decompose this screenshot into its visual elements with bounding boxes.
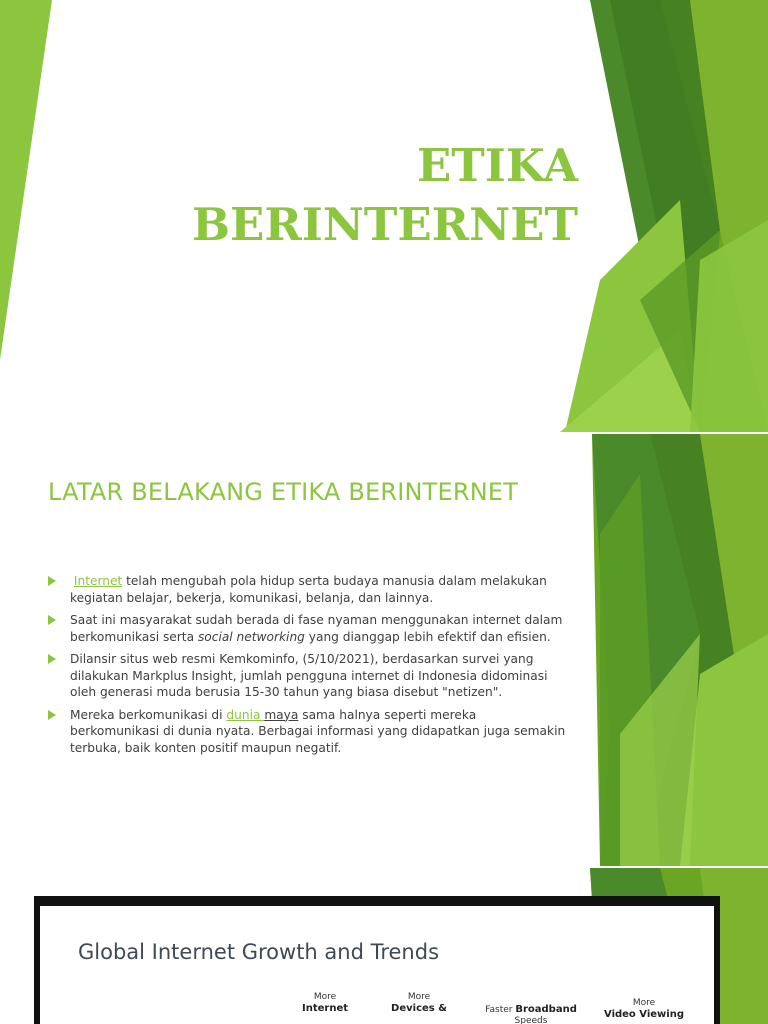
bullet-text: sama halnya seperti mereka berkomunikasi di dunia nyata. Berbagai informasi yang didapatkan juga semakin terbuka, baik konten positif maupun negatif.: [70, 707, 566, 755]
bullet-item: [46, 651, 566, 701]
content-slide: [0, 434, 768, 866]
trend-bold: Internet: [301, 1003, 348, 1014]
trend-column: [374, 992, 464, 1014]
trend-top: Faster: [485, 1005, 513, 1015]
bullet-list: [46, 573, 566, 762]
image-content: [40, 906, 714, 1024]
trend-bottom: Speeds: [514, 1016, 548, 1024]
bullet-item: [46, 573, 566, 606]
bullet-arrow-icon: [48, 710, 56, 720]
title-slide: [0, 0, 768, 432]
trend-top: More: [632, 998, 656, 1008]
bullet-text: Saat ini masyarakat sudah berada di fase nyaman menggunakan internet dalam berkomunikasi serta: [70, 613, 563, 644]
bullet-text: telah mengubah pola hidup serta budaya manusia dalam melakukan kegiatan belajar, bekerja, komunikasi, belanja, dan lainnya.: [70, 574, 547, 605]
title-line-1: ETIKA: [416, 139, 578, 192]
embedded-image: [34, 896, 720, 1024]
trend-bold: Broadband: [515, 1004, 577, 1015]
trend-column: [280, 992, 370, 1014]
trend-top: More: [407, 992, 431, 1002]
trend-column: [594, 998, 694, 1020]
maya-underlined: maya: [264, 707, 299, 722]
bullet-arrow-icon: [48, 615, 56, 625]
image-title: Global Internet Growth and Trends: [78, 940, 440, 964]
bullet-arrow-icon: [48, 654, 56, 664]
bullet-item: [46, 707, 566, 757]
bullet-text: yang dianggap lebih efektif dan efisien.: [304, 629, 551, 644]
dunia-link[interactable]: dunia: [226, 707, 265, 722]
internet-link[interactable]: Internet: [73, 574, 123, 588]
trend-top: More: [313, 992, 337, 1002]
bullet-arrow-icon: [48, 576, 56, 586]
trend-bold: Video Viewing: [604, 1009, 684, 1020]
image-slide: [0, 868, 768, 1024]
bullet-text: Dilansir situs web resmi Kemkominfo, (5/10/2021), berdasarkan survei yang dilakukan Markplus Insight, jumlah pengguna internet di Indonesia didominasi oleh generasi muda berusia 15-30 tahun yang biasa disebut "netizen".: [70, 652, 548, 699]
trend-column: [476, 1004, 586, 1024]
slide-title: [192, 136, 578, 254]
title-line-2: BERINTERNET: [191, 198, 578, 251]
trend-bold: Devices &: [391, 1003, 447, 1014]
slide-title: LATAR BELAKANG ETIKA BERINTERNET: [48, 478, 519, 506]
bullet-item: [46, 612, 566, 645]
bullet-text: Mereka berkomunikasi di: [70, 707, 227, 722]
bullet-italic-text: social networking: [197, 629, 305, 644]
